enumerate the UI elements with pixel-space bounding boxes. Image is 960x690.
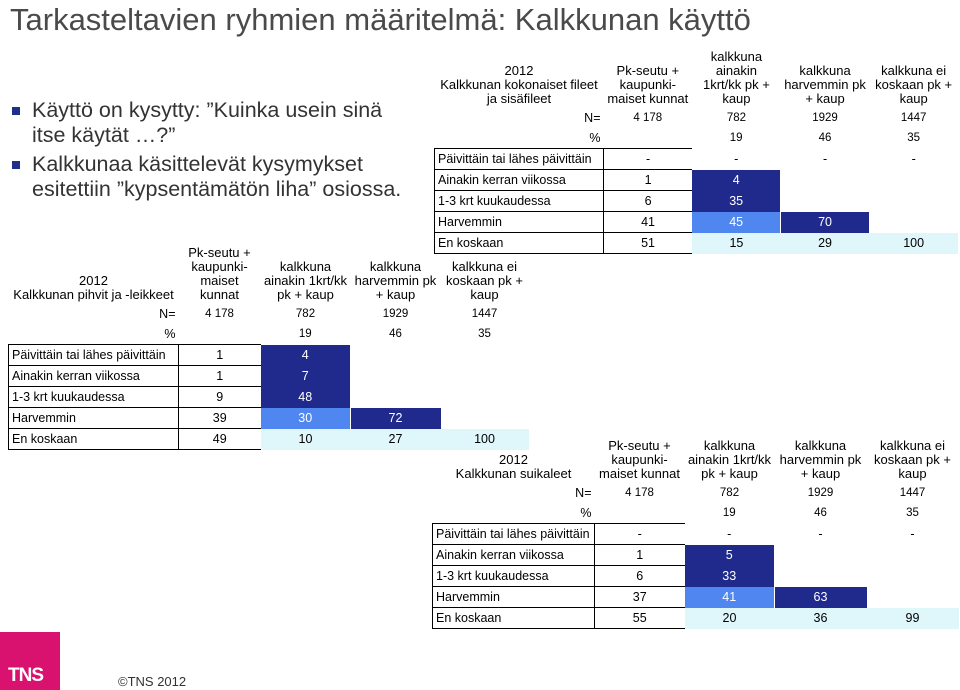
cell-c3: 100 bbox=[441, 429, 529, 450]
row-label: Päivittäin tai lähes päivittäin bbox=[9, 345, 179, 366]
pct-value-c2: 46 bbox=[389, 328, 402, 341]
cell-c3 bbox=[869, 191, 958, 212]
row-label: 1-3 krt kuukaudessa bbox=[435, 191, 604, 212]
cell-c2 bbox=[775, 566, 867, 587]
row-label: Ainakin kerran viikossa bbox=[9, 366, 179, 387]
n-value-pk: 4 178 bbox=[625, 487, 654, 499]
col-header-c2: kalkkuna harvemmin pk + kaup bbox=[779, 438, 862, 481]
n-value-c2: 1929 bbox=[812, 112, 838, 124]
cell-c3 bbox=[441, 387, 529, 408]
col-header-pk: Pk-seutu + kaupunki-maiset kunnat bbox=[188, 246, 251, 302]
pct-value-pk bbox=[595, 503, 685, 524]
n-value-pk: 4 178 bbox=[205, 308, 234, 320]
cell-pk: 6 bbox=[604, 191, 693, 212]
col-header-c3: kalkkuna ei koskaan pk + kaup bbox=[875, 63, 953, 106]
col-header-c3: kalkkuna ei koskaan pk + kaup bbox=[874, 438, 951, 481]
table-year: 2012 bbox=[499, 452, 528, 467]
cell-c1: 7 bbox=[261, 366, 351, 387]
cell-c2: - bbox=[822, 152, 828, 166]
cell-c2 bbox=[781, 191, 870, 212]
row-label: 1-3 krt kuukaudessa bbox=[433, 566, 595, 587]
n-value-c3: 1447 bbox=[900, 112, 927, 124]
pct-value-pk bbox=[604, 128, 693, 149]
table-row bbox=[433, 545, 959, 566]
table-row bbox=[433, 524, 959, 545]
table-caption bbox=[435, 50, 604, 108]
n-value-c1: 782 bbox=[726, 112, 746, 124]
cell-c2: 72 bbox=[351, 408, 441, 429]
cell-pk: 1 bbox=[595, 545, 685, 566]
table-caption-text: Kalkkunan pihvit ja -leikkeet bbox=[13, 287, 174, 302]
cell-pk: 9 bbox=[179, 387, 261, 408]
row-label: Harvemmin bbox=[9, 408, 179, 429]
n-value-pk: 4 178 bbox=[633, 112, 663, 124]
row-label: En koskaan bbox=[435, 233, 604, 254]
table-row bbox=[435, 212, 959, 233]
pct-value-pk bbox=[179, 324, 261, 345]
table-caption-text: Kalkkunan kokonaiset fileet ja sisäfileet bbox=[440, 77, 598, 106]
n-label: N= bbox=[159, 307, 176, 321]
cell-c2 bbox=[351, 366, 441, 387]
table-row bbox=[433, 608, 959, 629]
n-label: N= bbox=[584, 111, 601, 125]
pct-label: % bbox=[580, 506, 592, 520]
cell-pk: 55 bbox=[595, 608, 685, 629]
cell-c2 bbox=[781, 170, 870, 191]
cell-c3: - bbox=[911, 152, 916, 166]
cell-c1: 4 bbox=[261, 345, 351, 366]
cell-c3 bbox=[867, 545, 959, 566]
n-value-c2: 1929 bbox=[807, 487, 834, 499]
cell-pk: - bbox=[595, 524, 685, 545]
cell-c3: 99 bbox=[867, 608, 959, 629]
bullet-text: Kalkkunaa käsittelevät kysymykset esitettiin ”kypsentämätön liha” osiossa. bbox=[32, 152, 402, 201]
bullet-item bbox=[12, 152, 412, 202]
col-header-pk: Pk-seutu + kaupunki-maiset kunnat bbox=[607, 63, 689, 106]
pct-value-c1: 19 bbox=[722, 507, 736, 520]
col-header-c2: kalkkuna harvemmin pk + kaup bbox=[784, 63, 866, 106]
cell-pk: 51 bbox=[604, 233, 693, 254]
pct-value-c3: 35 bbox=[906, 507, 919, 520]
cell-pk: 6 bbox=[595, 566, 685, 587]
pct-label: % bbox=[589, 131, 601, 145]
table-row bbox=[9, 408, 529, 429]
pct-value-c3: 35 bbox=[478, 328, 491, 341]
col-header-c1: kalkkuna ainakin 1krt/kk pk + kaup bbox=[263, 259, 348, 302]
table-row bbox=[435, 191, 959, 212]
cell-c3: - bbox=[910, 527, 915, 541]
table-year: 2012 bbox=[504, 63, 534, 78]
row-label: Päivittäin tai lähes päivittäin bbox=[435, 149, 604, 170]
table-row bbox=[435, 149, 959, 170]
pct-value-c2: 46 bbox=[814, 507, 827, 520]
row-label: Harvemmin bbox=[433, 587, 595, 608]
cell-c1: 33 bbox=[685, 566, 775, 587]
cell-c1: 4 bbox=[692, 170, 781, 191]
cell-c3 bbox=[441, 408, 529, 429]
n-value-c1: 782 bbox=[295, 308, 316, 320]
cell-c2 bbox=[775, 545, 867, 566]
cell-c1: 20 bbox=[685, 608, 775, 629]
cell-pk: - bbox=[604, 149, 693, 170]
cell-pk: 37 bbox=[595, 587, 685, 608]
cell-c3 bbox=[867, 587, 959, 608]
row-label: Ainakin kerran viikossa bbox=[435, 170, 604, 191]
tns-logo bbox=[0, 632, 60, 690]
cell-c2: 29 bbox=[781, 233, 870, 254]
table-caption bbox=[9, 246, 179, 304]
page-title: Tarkasteltavien ryhmien määritelmä: Kalkkunan käyttö bbox=[10, 2, 751, 37]
row-label: 1-3 krt kuukaudessa bbox=[9, 387, 179, 408]
table-suikaleet bbox=[432, 433, 959, 629]
cell-c1: - bbox=[727, 527, 732, 541]
cell-pk: 1 bbox=[604, 170, 693, 191]
col-header-c1: kalkkuna ainakin 1krt/kk pk + kaup bbox=[703, 50, 770, 106]
cell-c3: 100 bbox=[869, 233, 958, 254]
bullet-list bbox=[12, 98, 412, 206]
table-row bbox=[433, 566, 959, 587]
cell-c2: 27 bbox=[351, 429, 441, 450]
table-row bbox=[435, 170, 959, 191]
cell-c1: 48 bbox=[261, 387, 351, 408]
cell-c3 bbox=[869, 212, 958, 233]
bullet-square-icon bbox=[12, 161, 20, 169]
table-caption-text: Kalkkunan suikaleet bbox=[455, 466, 572, 481]
row-label: Päivittäin tai lähes päivittäin bbox=[433, 524, 595, 545]
pct-value-c1: 19 bbox=[729, 132, 743, 145]
cell-pk: 39 bbox=[179, 408, 261, 429]
n-value-c3: 1447 bbox=[899, 487, 926, 499]
cell-c2 bbox=[351, 345, 441, 366]
pct-value-c3: 35 bbox=[907, 132, 921, 145]
pct-value-c2: 46 bbox=[818, 132, 832, 145]
table-pihvit bbox=[8, 246, 529, 450]
cell-c1: 35 bbox=[692, 191, 781, 212]
cell-c3 bbox=[441, 366, 529, 387]
cell-c3 bbox=[867, 566, 959, 587]
n-value-c2: 1929 bbox=[382, 308, 409, 320]
row-label: En koskaan bbox=[433, 608, 595, 629]
pct-label: % bbox=[164, 327, 176, 341]
cell-pk: 49 bbox=[179, 429, 261, 450]
cell-c1: 10 bbox=[261, 429, 351, 450]
table-row bbox=[433, 587, 959, 608]
cell-c1: 41 bbox=[685, 587, 775, 608]
table-fileet bbox=[434, 50, 958, 254]
cell-c1: 45 bbox=[692, 212, 781, 233]
table-caption bbox=[433, 433, 595, 483]
n-value-c3: 1447 bbox=[471, 308, 498, 320]
col-header-pk: Pk-seutu + kaupunki-maiset kunnat bbox=[599, 438, 680, 481]
row-label: Harvemmin bbox=[435, 212, 604, 233]
n-label: N= bbox=[575, 486, 592, 500]
cell-c1: 5 bbox=[685, 545, 775, 566]
table-row bbox=[9, 387, 529, 408]
copyright: ©TNS 2012 bbox=[118, 674, 187, 689]
n-value-c1: 782 bbox=[719, 487, 740, 499]
row-label: En koskaan bbox=[9, 429, 179, 450]
cell-c2 bbox=[351, 387, 441, 408]
cell-c2: 70 bbox=[781, 212, 870, 233]
cell-c1: - bbox=[734, 152, 739, 166]
table-row bbox=[9, 345, 529, 366]
bullet-square-icon bbox=[12, 107, 20, 115]
cell-c1: 30 bbox=[261, 408, 351, 429]
col-header-c2: kalkkuna harvemmin pk + kaup bbox=[354, 259, 437, 302]
cell-pk: 1 bbox=[179, 345, 261, 366]
bullet-text: Käyttö on kysytty: ”Kuinka usein sinä itse käytät …?” bbox=[32, 98, 383, 147]
cell-c1: 15 bbox=[692, 233, 781, 254]
logo-text: TNS bbox=[8, 665, 43, 686]
col-header-c3: kalkkuna ei koskaan pk + kaup bbox=[446, 259, 523, 302]
cell-c2: - bbox=[818, 527, 823, 541]
row-label: Ainakin kerran viikossa bbox=[433, 545, 595, 566]
cell-c3 bbox=[869, 170, 958, 191]
col-header-c1: kalkkuna ainakin 1krt/kk pk + kaup bbox=[687, 438, 772, 481]
table-row bbox=[9, 366, 529, 387]
cell-pk: 1 bbox=[179, 366, 261, 387]
cell-c2: 36 bbox=[775, 608, 867, 629]
pct-value-c1: 19 bbox=[298, 328, 312, 341]
cell-pk: 41 bbox=[604, 212, 693, 233]
table-year: 2012 bbox=[79, 273, 108, 288]
bullet-item bbox=[12, 98, 412, 148]
cell-c3 bbox=[441, 345, 529, 366]
cell-c2: 63 bbox=[775, 587, 867, 608]
